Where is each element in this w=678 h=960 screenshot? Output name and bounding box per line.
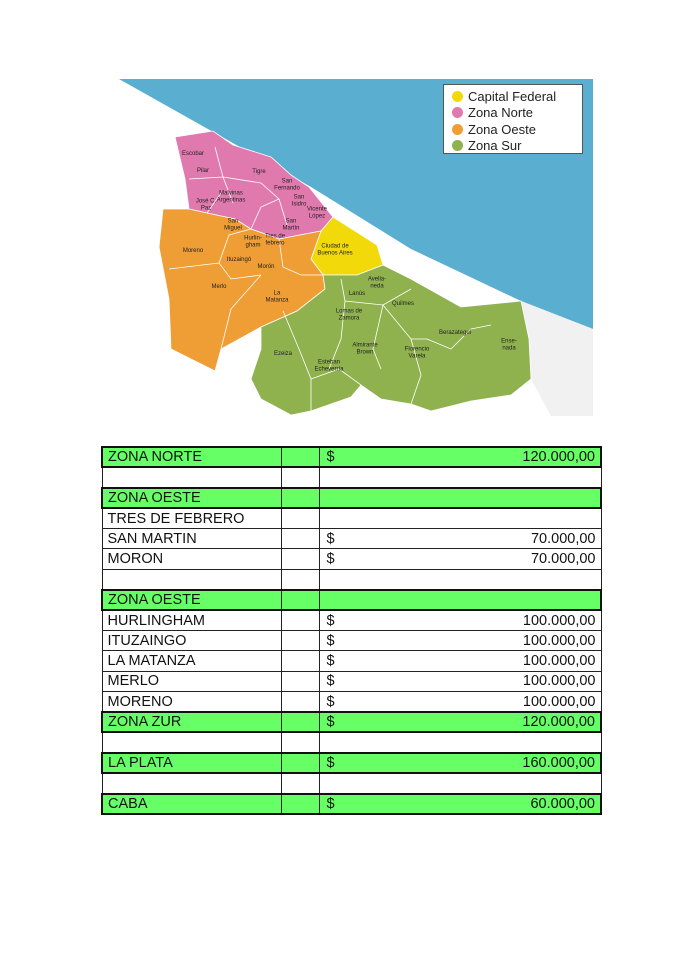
zone-name-cell bbox=[102, 467, 281, 487]
table-row bbox=[102, 692, 601, 712]
legend-dot-icon bbox=[452, 140, 463, 151]
map-label-vicente-lopez: Vicente López bbox=[307, 206, 327, 219]
map-label-florencio-varela: Florencio Varela bbox=[404, 346, 430, 359]
map-legend bbox=[443, 84, 583, 154]
legend-label: Zona Sur bbox=[468, 138, 522, 154]
table-row bbox=[102, 651, 601, 671]
legend-dot-icon bbox=[452, 107, 463, 118]
table-row bbox=[102, 794, 601, 814]
map-label-tres-de-febrero: Tres de febrero bbox=[264, 233, 286, 246]
currency-symbol: $ bbox=[326, 653, 335, 670]
map-label-moreno: Moreno bbox=[182, 247, 204, 254]
table-row bbox=[102, 753, 601, 773]
map-label-la-matanza: La Matanza bbox=[265, 290, 289, 303]
spacer-cell bbox=[281, 447, 319, 467]
price-amount: 100.000,00 bbox=[522, 632, 596, 649]
currency-symbol: $ bbox=[326, 693, 335, 710]
map-label-hurlingham: Hurlin-gham bbox=[244, 235, 262, 248]
spacer-cell bbox=[281, 794, 319, 814]
spacer-cell bbox=[281, 692, 319, 712]
spacer-cell bbox=[281, 488, 319, 508]
map-label-ituzaingo: Ituzaingó bbox=[226, 256, 252, 263]
spacer-cell bbox=[281, 569, 319, 589]
price-cell bbox=[319, 753, 601, 773]
price-cell bbox=[319, 610, 601, 630]
table-row bbox=[102, 569, 601, 589]
price-cell bbox=[319, 488, 601, 508]
spacer-cell bbox=[281, 590, 319, 610]
price-table bbox=[101, 446, 602, 815]
price-cell bbox=[319, 712, 601, 732]
spacer-cell bbox=[281, 651, 319, 671]
zone-name-cell: ITUZAINGO bbox=[102, 631, 281, 651]
zones-map bbox=[111, 79, 593, 416]
price-cell bbox=[319, 692, 601, 712]
price-cell bbox=[319, 447, 601, 467]
price-amount: 70.000,00 bbox=[530, 530, 596, 547]
zone-name-cell: TRES DE FEBRERO bbox=[102, 508, 281, 528]
zone-name-cell: CABA bbox=[102, 794, 281, 814]
currency-symbol: $ bbox=[326, 795, 335, 812]
legend-dot-icon bbox=[452, 91, 463, 102]
table-row bbox=[102, 671, 601, 691]
map-label-malvinas: Malvinas Argentinas bbox=[216, 190, 246, 203]
spacer-cell bbox=[281, 631, 319, 651]
table-row bbox=[102, 467, 601, 487]
zone-name-cell: SAN MARTIN bbox=[102, 529, 281, 549]
price-cell bbox=[319, 590, 601, 610]
spacer-cell bbox=[281, 671, 319, 691]
map-label-ciudad: Ciudad de Buenos Aires bbox=[317, 243, 353, 256]
price-amount: 120.000,00 bbox=[522, 449, 595, 466]
price-cell bbox=[319, 508, 601, 528]
legend-item bbox=[452, 121, 582, 138]
zone-name-cell: LA PLATA bbox=[102, 753, 281, 773]
price-cell bbox=[319, 794, 601, 814]
spacer-cell bbox=[281, 549, 319, 569]
price-cell bbox=[319, 773, 601, 793]
currency-symbol: $ bbox=[326, 673, 335, 690]
price-cell bbox=[319, 569, 601, 589]
zone-name-cell: MERLO bbox=[102, 671, 281, 691]
map-label-tigre: Tigre bbox=[252, 168, 266, 175]
map-label-lanus: Lanús bbox=[348, 290, 366, 297]
map-label-moron: Morón bbox=[257, 263, 275, 270]
price-amount: 100.000,00 bbox=[522, 653, 596, 670]
table-row bbox=[102, 447, 601, 467]
legend-dot-icon bbox=[452, 124, 463, 135]
spacer-cell bbox=[281, 732, 319, 752]
map-label-avellaneda: Avella-neda bbox=[367, 276, 387, 289]
spacer-cell bbox=[281, 610, 319, 630]
currency-symbol: $ bbox=[326, 755, 335, 772]
price-table-body bbox=[102, 447, 601, 814]
legend-item bbox=[452, 105, 582, 122]
zone-name-cell: LA MATANZA bbox=[102, 651, 281, 671]
table-row bbox=[102, 590, 601, 610]
spacer-cell bbox=[281, 508, 319, 528]
zone-name-cell: ZONA OESTE bbox=[102, 590, 281, 610]
currency-symbol: $ bbox=[326, 551, 335, 568]
currency-symbol: $ bbox=[326, 449, 335, 466]
zone-name-cell: ZONA ZUR bbox=[102, 712, 281, 732]
price-cell bbox=[319, 529, 601, 549]
map-label-pilar: Pilar bbox=[196, 167, 210, 174]
map-label-san-miguel: San Miguel bbox=[224, 218, 242, 231]
zone-name-cell: HURLINGHAM bbox=[102, 610, 281, 630]
table-row bbox=[102, 508, 601, 528]
price-amount: 60.000,00 bbox=[530, 795, 595, 812]
table-row bbox=[102, 488, 601, 508]
legend-item bbox=[452, 88, 582, 105]
map-label-quilmes: Quilmes bbox=[391, 300, 415, 307]
map-label-escobar: Escobar bbox=[181, 150, 205, 157]
price-amount: 100.000,00 bbox=[522, 612, 596, 629]
zone-name-cell: MORON bbox=[102, 549, 281, 569]
map-label-merlo: Merlo bbox=[211, 283, 227, 290]
currency-symbol: $ bbox=[326, 612, 335, 629]
price-amount: 70.000,00 bbox=[530, 551, 596, 568]
table-row bbox=[102, 712, 601, 732]
price-amount: 100.000,00 bbox=[522, 693, 596, 710]
legend-label: Zona Oeste bbox=[468, 121, 536, 137]
zone-name-cell bbox=[102, 773, 281, 793]
table-row bbox=[102, 631, 601, 651]
legend-label: Capital Federal bbox=[468, 88, 557, 104]
price-amount: 160.000,00 bbox=[522, 755, 595, 772]
map-label-san-isidro: San Isidro bbox=[291, 194, 307, 207]
spacer-cell bbox=[281, 773, 319, 793]
table-row bbox=[102, 610, 601, 630]
map-label-jose-c-paz: José C. Paz bbox=[195, 198, 217, 211]
currency-symbol: $ bbox=[326, 530, 335, 547]
table-row bbox=[102, 529, 601, 549]
currency-symbol: $ bbox=[326, 632, 335, 649]
currency-symbol: $ bbox=[326, 714, 335, 731]
price-cell bbox=[319, 549, 601, 569]
zone-name-cell: ZONA NORTE bbox=[102, 447, 281, 467]
map-label-esteban-echeverria: Esteban Echeverría bbox=[314, 359, 344, 372]
spacer-cell bbox=[281, 467, 319, 487]
map-label-san-martin: San Martín bbox=[282, 218, 300, 231]
price-cell bbox=[319, 671, 601, 691]
price-cell bbox=[319, 651, 601, 671]
spacer-cell bbox=[281, 753, 319, 773]
price-cell bbox=[319, 631, 601, 651]
price-cell bbox=[319, 732, 601, 752]
zone-name-cell: MORENO bbox=[102, 692, 281, 712]
zone-name-cell: ZONA OESTE bbox=[102, 488, 281, 508]
price-amount: 100.000,00 bbox=[522, 673, 596, 690]
table-row bbox=[102, 732, 601, 752]
map-label-lomas: Lomas de Zamora bbox=[335, 308, 363, 321]
map-label-san-fernando: San Fernando bbox=[274, 178, 300, 191]
legend-label: Zona Norte bbox=[468, 105, 534, 121]
table-row bbox=[102, 773, 601, 793]
legend-item bbox=[452, 138, 582, 155]
price-amount: 120.000,00 bbox=[522, 714, 595, 731]
map-label-ezeiza: Ezeiza bbox=[273, 350, 293, 357]
spacer-cell bbox=[281, 712, 319, 732]
map-label-ensenada: Ense-nada bbox=[501, 338, 517, 351]
map-label-berazategui: Berazategui bbox=[438, 329, 472, 336]
spacer-cell bbox=[281, 529, 319, 549]
table-row bbox=[102, 549, 601, 569]
zone-name-cell bbox=[102, 732, 281, 752]
price-cell bbox=[319, 467, 601, 487]
map-label-almirante-brown: Almirante Brown bbox=[352, 342, 378, 355]
zone-name-cell bbox=[102, 569, 281, 589]
